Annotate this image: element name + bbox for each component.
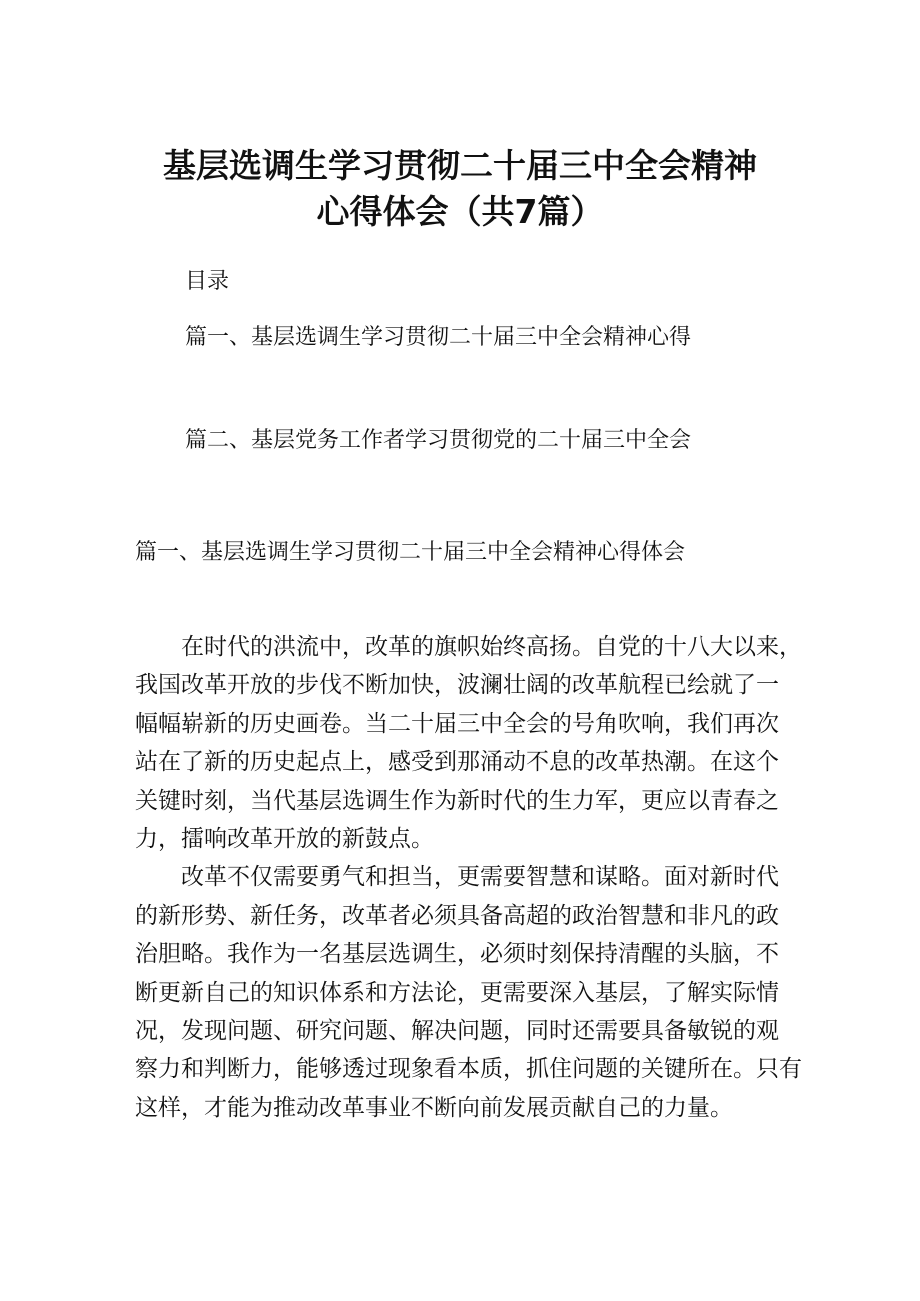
paragraph-line: 关键时刻，当代基层选调生作为新时代的生力军，更应以青春之: [135, 787, 779, 814]
paragraph-line: 在时代的洪流中，改革的旗帜始终高扬。自党的十八大以来，: [181, 634, 802, 660]
section-heading: 篇一、基层选调生学习贯彻二十届三中全会精神心得体会: [135, 540, 686, 565]
document-title-line-1: 基层选调生学习贯彻二十届三中全会精神: [163, 146, 757, 185]
paragraph-line: 改革不仅需要勇气和担当，更需要智慧和谋略。面对新时代: [181, 864, 779, 891]
paragraph-2: [135, 858, 802, 1127]
paragraph-1: [135, 628, 802, 858]
toc-label: 目录: [185, 269, 230, 294]
document-title-line-2: 心得体会（共7篇）: [316, 192, 604, 231]
paragraph-line: 力，擂响改革开放的新鼓点。: [135, 826, 434, 853]
body-text: [135, 628, 802, 1127]
toc-item-1[interactable]: 篇一、基层选调生学习贯彻二十届三中全会精神心得: [185, 325, 692, 350]
paragraph-line: 这样，才能为推动改革事业不断向前发展贡献自己的力量。: [135, 1094, 733, 1121]
paragraph-line: 幅幅崭新的历史画卷。当二十届三中全会的号角吹响，我们再次: [135, 710, 779, 737]
paragraph-line: 察力和判断力，能够透过现象看本质，抓住问题的关键所在。只有: [135, 1056, 802, 1083]
toc-item-2[interactable]: 篇二、基层党务工作者学习贯彻党的二十届三中全会: [185, 428, 692, 453]
paragraph-line: 的新形势、新任务，改革者必须具备高超的政治智慧和非凡的政: [135, 902, 779, 929]
paragraph-line: 站在了新的历史起点上，感受到那涌动不息的改革热潮。在这个: [135, 749, 779, 776]
paragraph-line: 治胆略。我作为一名基层选调生，必须时刻保持清醒的头脑，不: [135, 941, 779, 968]
paragraph-line: 断更新自己的知识体系和方法论，更需要深入基层，了解实际情: [135, 979, 779, 1006]
paragraph-line: 况，发现问题、研究问题、解决问题，同时还需要具备敏锐的观: [135, 1018, 779, 1045]
paragraph-line: 我国改革开放的步伐不断加快，波澜壮阔的改革航程已绘就了一: [135, 672, 779, 699]
